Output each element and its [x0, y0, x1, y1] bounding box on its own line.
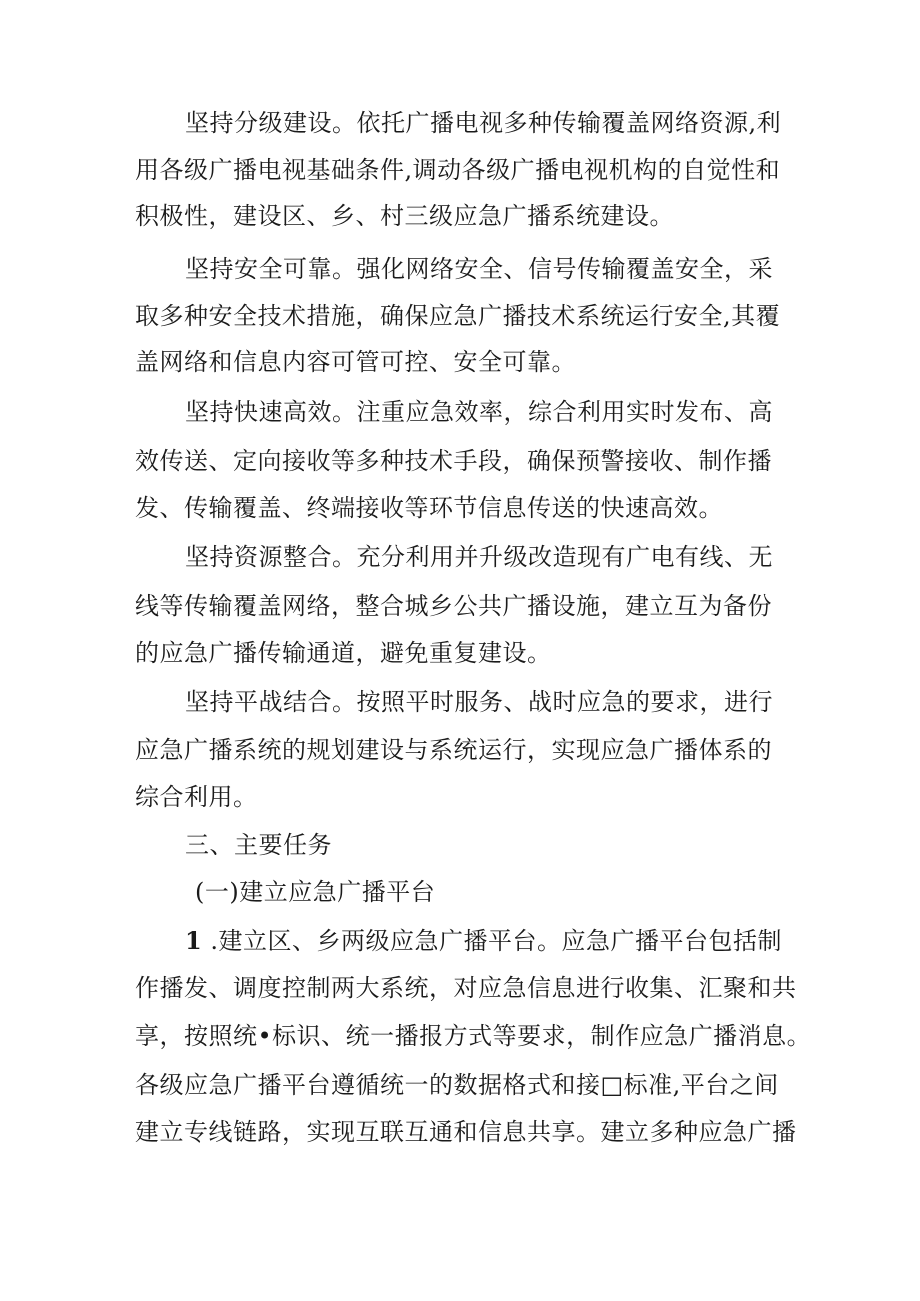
paragraph-6-line-2: 作播发、调度控制两大系统，对应急信息进行收集、汇聚和共 — [135, 974, 797, 1002]
paragraph-1-line-1: 坚持分级建设。依托广播电视多种传输覆盖网络资源,利 — [185, 109, 782, 137]
paragraph-6-line-3: 享，按照统•标识、统一播报方式等要求，制作应急广播消息。 — [135, 1022, 812, 1050]
paragraph-6-line-4: 各级应急广播平台遵循统一的数据格式和接□标准,平台之间 — [135, 1071, 779, 1099]
paragraph-1-line-3: 积极性，建设区、乡、村三级应急广播系统建设。 — [135, 202, 674, 230]
item-text: .建立区、乡两级应急广播平台。应急广播平台包括制 — [202, 927, 782, 955]
subsection-heading: (一)建立应急广播平台 — [195, 878, 436, 906]
paragraph-4-line-2: 线等传输覆盖网络，整合城乡公共广播设施，建立互为备份 — [135, 592, 772, 620]
paragraph-6-line-5: 建立专线链路，实现互联互通和信息共享。建立多种应急广播 — [135, 1118, 797, 1146]
paragraph-2-line-1: 坚持安全可靠。强化网络安全、信号传输覆盖安全，采 — [185, 255, 773, 283]
paragraph-3-line-1: 坚持快速高效。注重应急效率，综合利用实时发布、高 — [185, 398, 773, 426]
section-heading: 三、主要任务 — [185, 831, 332, 859]
paragraph-3-line-2: 效传送、定向接收等多种技术手段，确保预警接收、制作播 — [135, 447, 772, 475]
paragraph-4-line-1: 坚持资源整合。充分利用并升级改造现有广电有线、无 — [185, 543, 773, 571]
paragraph-5-line-3: 综合利用。 — [135, 783, 258, 811]
paragraph-6-line-1 — [185, 924, 865, 958]
item-number: 1 — [185, 926, 203, 955]
paragraph-4-line-3: 的应急广播传输通道，避免重复建设。 — [135, 639, 552, 667]
paragraph-2-line-2: 取多种安全技术措施，确保应急广播技术系统运行安全,其覆 — [135, 302, 781, 330]
paragraph-5-line-1: 坚持平战结合。按照平时服务、战时应急的要求，进行 — [185, 688, 773, 716]
paragraph-2-line-3: 盖网络和信息内容可管可控、安全可靠。 — [135, 348, 576, 376]
paragraph-3-line-3: 发、传输覆盖、终端接收等环节信息传送的快速高效。 — [135, 494, 723, 522]
paragraph-5-line-2: 应急广播系统的规划建设与系统运行，实现应急广播体系的 — [135, 736, 772, 764]
paragraph-1-line-2: 用各级广播电视基础条件,调动各级广播电视机构的自觉性和 — [135, 156, 781, 184]
